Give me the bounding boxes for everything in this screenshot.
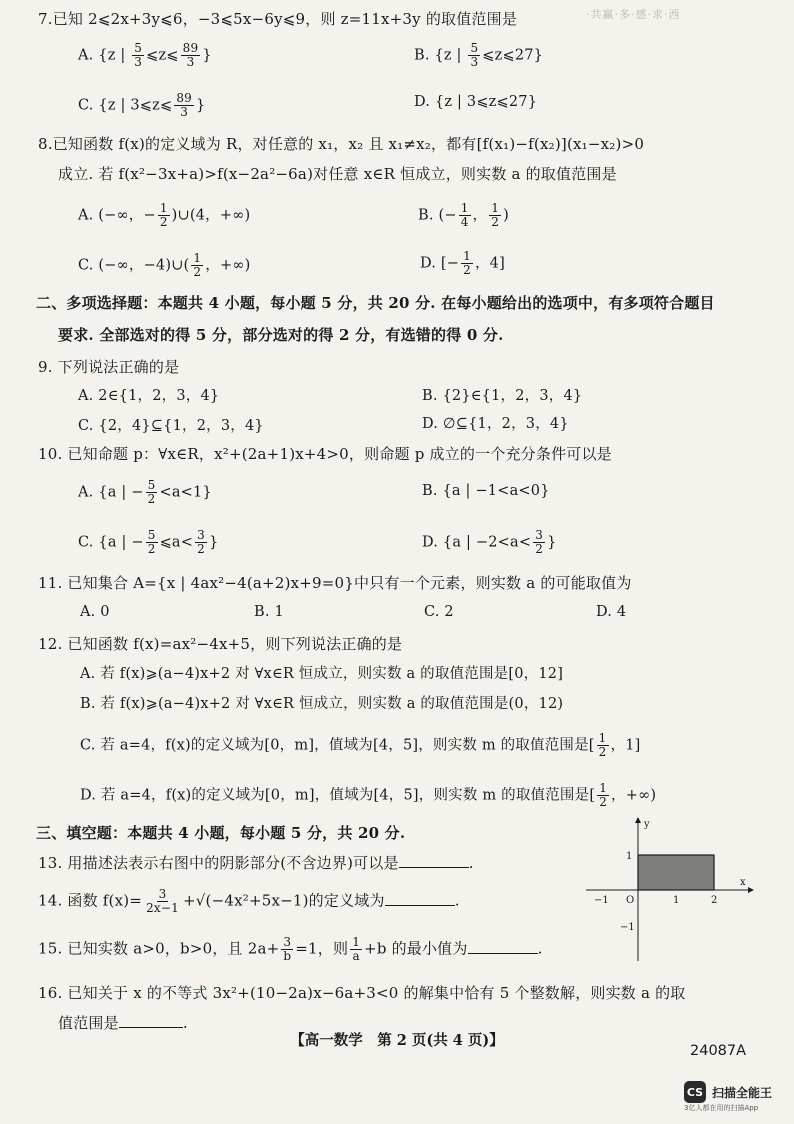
page-footer: 【高一数学 第 2 页(共 4 页)】: [290, 1032, 504, 1049]
exam-code: 24087A: [690, 1043, 747, 1059]
q13-answer-blank[interactable]: [399, 853, 469, 868]
q11-option-a: A. 0: [80, 604, 110, 620]
y-tick-1: 1: [626, 851, 633, 862]
scanner-name: 扫描全能王: [712, 1085, 773, 1100]
q10-option-b: B. {a | −1<a<0}: [422, 483, 550, 499]
x-tick-neg1: −1: [594, 895, 609, 906]
y-axis-arrow: [635, 817, 641, 823]
shaded-region: [638, 855, 714, 890]
q13-stem: 13. 用描述法表示右图中的阴影部分(不含边界)可以是 .: [38, 854, 474, 872]
q7-option-b: B. {z | $\frac{5}{3}$ ⩽z⩽27}: [414, 41, 544, 69]
q11-option-d: D. 4: [596, 604, 627, 620]
q10-stem: 10. 已知命题 p：∀x∈R，x²+(2a+1)x+4>0，则命题 p 成立的一个充分条件可以是: [38, 445, 612, 463]
q12-option-c: C. 若 a=4，f(x)的定义域为[0，m]，值域为[4，5]，则实数 m 的取值范围是[ $\frac{1}{2}$ ，1]: [80, 731, 641, 759]
bleed-through-text: ·共赢·多·感·求·西: [586, 8, 681, 21]
q9-stem: 9. 下列说法正确的是: [38, 358, 180, 376]
x-axis-arrow: [748, 887, 754, 893]
q10-option-c: C. {a | − $\frac{5}{2}$ ⩽a< $\frac{3}{2}$ }: [78, 528, 219, 556]
scanner-logo-icon: CS: [684, 1081, 706, 1103]
q7-option-d: D. {z | 3⩽z⩽27}: [414, 94, 538, 110]
q12-option-d: D. 若 a=4，f(x)的定义域为[0，m]，值域为[4，5]，则实数 m 的取值范围是[ $\frac{1}{2}$ ，+∞): [80, 781, 657, 809]
q10-option-d: D. {a | −2<a< $\frac{3}{2}$ }: [422, 528, 557, 556]
q8-stem-line1: 8.已知函数 f(x)的定义域为 R，对任意的 x₁，x₂ 且 x₁≠x₂，都有[f(x₁)−f(x₂)](x₁−x₂)>0: [38, 135, 645, 153]
q15-answer-blank[interactable]: [468, 939, 538, 954]
q13-coordinate-graph: [578, 815, 754, 965]
scanner-watermark: [684, 1081, 772, 1103]
q12-option-b: B. 若 f(x)⩾(a−4)x+2 对 ∀x∈R 恒成立，则实数 a 的取值范围是(0，12): [80, 696, 564, 712]
q14-answer-blank[interactable]: [385, 891, 455, 906]
q15-stem: 15. 已知实数 a>0，b>0，且 2a+ $\frac{3}{b}$ =1，则 $\frac{1}{a}$ +b 的最小值为 .: [38, 935, 543, 963]
q9-option-c: C. {2，4}⊆{1，2，3，4}: [78, 418, 264, 434]
q9-option-d: D. ∅⊆{1，2，3，4}: [422, 416, 569, 432]
x-tick-2: 2: [711, 895, 718, 906]
q12-option-a: A. 若 f(x)⩾(a−4)x+2 对 ∀x∈R 恒成立，则实数 a 的取值范围是[0，12]: [80, 666, 564, 682]
x-axis-label: x: [740, 877, 746, 888]
q11-option-c: C. 2: [424, 604, 454, 620]
y-tick-neg1: −1: [620, 922, 635, 933]
q11-option-b: B. 1: [254, 604, 284, 620]
q9-option-b: B. {2}∈{1，2，3，4}: [422, 388, 583, 404]
q7-stem: 7.已知 2⩽2x+3y⩽6，−3⩽5x−6y⩽9，则 z=11x+3y 的取值范围是: [38, 10, 518, 28]
y-axis-label: y: [644, 819, 650, 830]
q10-option-a: A. {a | − $\frac{5}{2}$ <a<1}: [78, 478, 212, 506]
q14-stem: 14. 函数 f(x)= $\frac{3}{2x-1}$ +√(−4x²+5x−1)的定义域为 .: [38, 887, 460, 915]
q12-stem: 12. 已知函数 f(x)=ax²−4x+5，则下列说法正确的是: [38, 635, 403, 653]
q8-option-b: B. (− $\frac{1}{4}$ ， $\frac{1}{2}$ ): [418, 201, 509, 229]
q9-option-a: A. 2∈{1，2，3，4}: [78, 388, 220, 404]
section3-heading: 三、填空题：本题共 4 小题，每小题 5 分，共 20 分.: [36, 824, 406, 842]
origin-label: O: [626, 895, 635, 906]
q8-option-c: C. (−∞，−4)∪( $\frac{1}{2}$ ，+∞): [78, 251, 251, 279]
q16-answer-blank[interactable]: [119, 1013, 183, 1028]
q16-stem-line2: 值范围是 .: [58, 1014, 188, 1032]
q8-stem-line2: 成立. 若 f(x²−3x+a)>f(x−2a²−6a)对任意 x∈R 恒成立，则实数 a 的取值范围是: [58, 165, 617, 183]
q8-option-a: A. (−∞，− $\frac{1}{2}$ )∪(4，+∞): [78, 201, 251, 229]
scanner-tagline: 3亿人都在用的扫描App: [684, 1104, 759, 1112]
x-tick-1: 1: [673, 895, 680, 906]
section2-heading-line1: 二、多项选择题：本题共 4 小题，每小题 5 分，共 20 分. 在每小题给出的选项中，有多项符合题目: [36, 294, 715, 312]
q7-option-a: A. {z | $\frac{5}{3}$ ⩽z⩽ $\frac{89}{3}$ }: [78, 41, 212, 69]
q7-option-c: C. {z | 3⩽z⩽ $\frac{89}{3}$ }: [78, 91, 206, 119]
section2-heading-line2: 要求. 全部选对的得 5 分，部分选对的得 2 分，有选错的得 0 分.: [58, 326, 504, 344]
q11-stem: 11. 已知集合 A={x | 4ax²−4(a+2)x+9=0}中只有一个元素，则实数 a 的可能取值为: [38, 574, 632, 592]
q16-stem-line1: 16. 已知关于 x 的不等式 3x²+(10−2a)x−6a+3<0 的解集中恰有 5 个整数解，则实数 a 的取: [38, 984, 686, 1002]
q8-option-d: D. [− $\frac{1}{2}$ ，4]: [420, 249, 505, 277]
